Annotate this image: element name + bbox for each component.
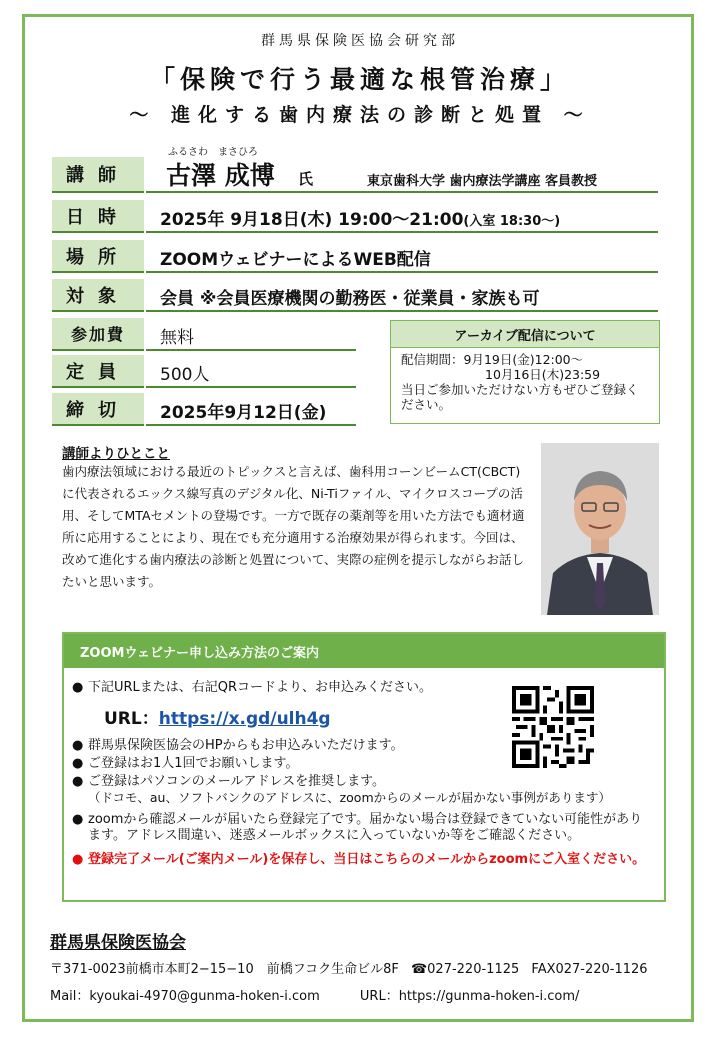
archive-note: 当日ご参加いただけない方もぜひご登録ください。 xyxy=(401,382,639,412)
lecturer-portrait-icon xyxy=(541,443,659,615)
url-line xyxy=(104,704,331,729)
row-divider xyxy=(146,386,356,388)
archive-period: 配信期間：9月19日(金)12:00～ xyxy=(401,352,584,367)
date-row xyxy=(160,205,560,230)
message-body: 歯内療法領域における最近のトピックスと言えば、歯科用コーンビームCT(CBCT)に代表されるエックス線写真のデジタル化、Ni-Tiファイル、マイクロスコープの活用、そしてMTAセメントの登場です。一方で既存の薬剤等を用いた方法でも適材適所に応用することにより、現在でも充分適用する治療効果が得られます。今回は、改めて進化する歯内療法の診断と処置について、実際の症例を提示しながらお話したいと思います。 xyxy=(62,464,525,589)
footer-address-line xyxy=(50,958,648,977)
date-label: 日時 xyxy=(52,200,144,233)
registration-link[interactable]: https://x.gd/ulh4g xyxy=(158,709,331,729)
date-value: 2025年 9月18日(木) 19:00～21:00 xyxy=(160,210,464,230)
zoom-guide-title: ZOOMウェビナー申し込み方法のご案内 xyxy=(64,634,664,668)
archive-title: アーカイブ配信について xyxy=(391,321,659,348)
footer-fax: FAX027-220-1126 xyxy=(531,962,648,977)
bullet-item: ● zoomから確認メールが届いたら登録完了です。届かない場合は登録できていない可能性があります。アドレス間違い、迷惑メールボックスに入っていないか等をご確認ください。 xyxy=(72,812,643,843)
lecturer-name: 古澤 成博 xyxy=(166,161,275,190)
row-divider xyxy=(146,424,356,426)
bullet-note: （ドコモ、au、ソフトバンクのアドレスに、zoomからのメールが届かない事例があります） xyxy=(88,790,611,805)
bullet-icon: ● xyxy=(72,774,84,789)
place-value: ZOOMウェビナーによるWEB配信 xyxy=(160,250,431,270)
row-divider xyxy=(146,349,356,351)
bullet-item: ● ご登録はパソコンのメールアドレスを推奨します。 （ドコモ、au、ソフトバンクのアドレスに、zoomからのメールが届かない事例があります） xyxy=(72,774,652,806)
target-label: 対象 xyxy=(52,279,144,312)
lecturer-photo xyxy=(541,443,659,615)
row-divider xyxy=(146,231,658,233)
bullet-item-important: ● 登録完了メール(ご案内メール)を保存し、当日はこちらのメールからzoomにご入室ください。 xyxy=(72,852,646,867)
footer-website[interactable]: URL：https://gunma-hoken-i.com/ xyxy=(359,989,580,1004)
fee-label: 参加費 xyxy=(52,318,144,351)
date-note: (入室 18:30～) xyxy=(463,214,561,229)
bullet-icon: ● xyxy=(72,738,84,753)
lecturer-label: 講師 xyxy=(52,157,144,193)
footer-address: 〒371-0023前橋市本町2−15−10 前橋フコク生命ビル8F xyxy=(50,962,399,977)
bullet-item: ● 群馬県保険医協会のHPからもお申込みいただけます。 xyxy=(72,738,404,753)
lecturer-affiliation: 東京歯科大学 歯内療法学講座 客員教授 xyxy=(367,174,598,189)
event-title: 「保険で行う最適な根管治療」 xyxy=(149,65,570,94)
bullet-item: ● 下記URLまたは、右記QRコードより、お申込みください。 xyxy=(72,680,433,695)
capacity-value: 500人 xyxy=(160,365,210,385)
row-divider xyxy=(146,271,658,273)
url-label: URL： xyxy=(104,709,159,729)
archive-body xyxy=(391,348,659,416)
lecturer-suffix: 氏 xyxy=(298,170,314,188)
bullet-icon: ● xyxy=(72,680,84,695)
capacity-label: 定員 xyxy=(52,355,144,388)
fee-value: 無料 xyxy=(160,328,194,348)
footer-contact-line xyxy=(50,985,579,1004)
bullet-icon: ● xyxy=(72,756,84,771)
footer-mail[interactable]: Mail：kyoukai-4970@gunma-hoken-i.com xyxy=(50,989,320,1004)
row-divider xyxy=(146,310,658,312)
lecturer-furigana: ふるさわ まさひろ xyxy=(168,147,258,158)
bullet-icon: ● xyxy=(72,852,84,867)
organizer: 群馬県保険医協会研究部 xyxy=(261,33,459,49)
footer-organization: 群馬県保険医協会 xyxy=(50,933,186,953)
archive-period-end: 10月16日(木)23:59 xyxy=(485,367,601,382)
bullet-item: ● ご登録はお1人1回でお願いします。 xyxy=(72,756,299,771)
message-title: 講師よりひとこと xyxy=(62,446,170,462)
target-value: 会員 ※会員医療機関の勤務医・従業員・家族も可 xyxy=(160,289,540,309)
deadline-value: 2025年9月12日(金) xyxy=(160,403,327,423)
event-subtitle: ～ 進化する歯内療法の診断と処置 ～ xyxy=(129,104,591,126)
deadline-label: 締切 xyxy=(52,393,144,426)
place-label: 場所 xyxy=(52,240,144,273)
archive-box xyxy=(390,320,660,424)
footer-tel: ☎027-220-1125 xyxy=(410,962,520,977)
bullet-icon: ● xyxy=(72,812,84,827)
zoom-guide-box xyxy=(62,632,666,902)
